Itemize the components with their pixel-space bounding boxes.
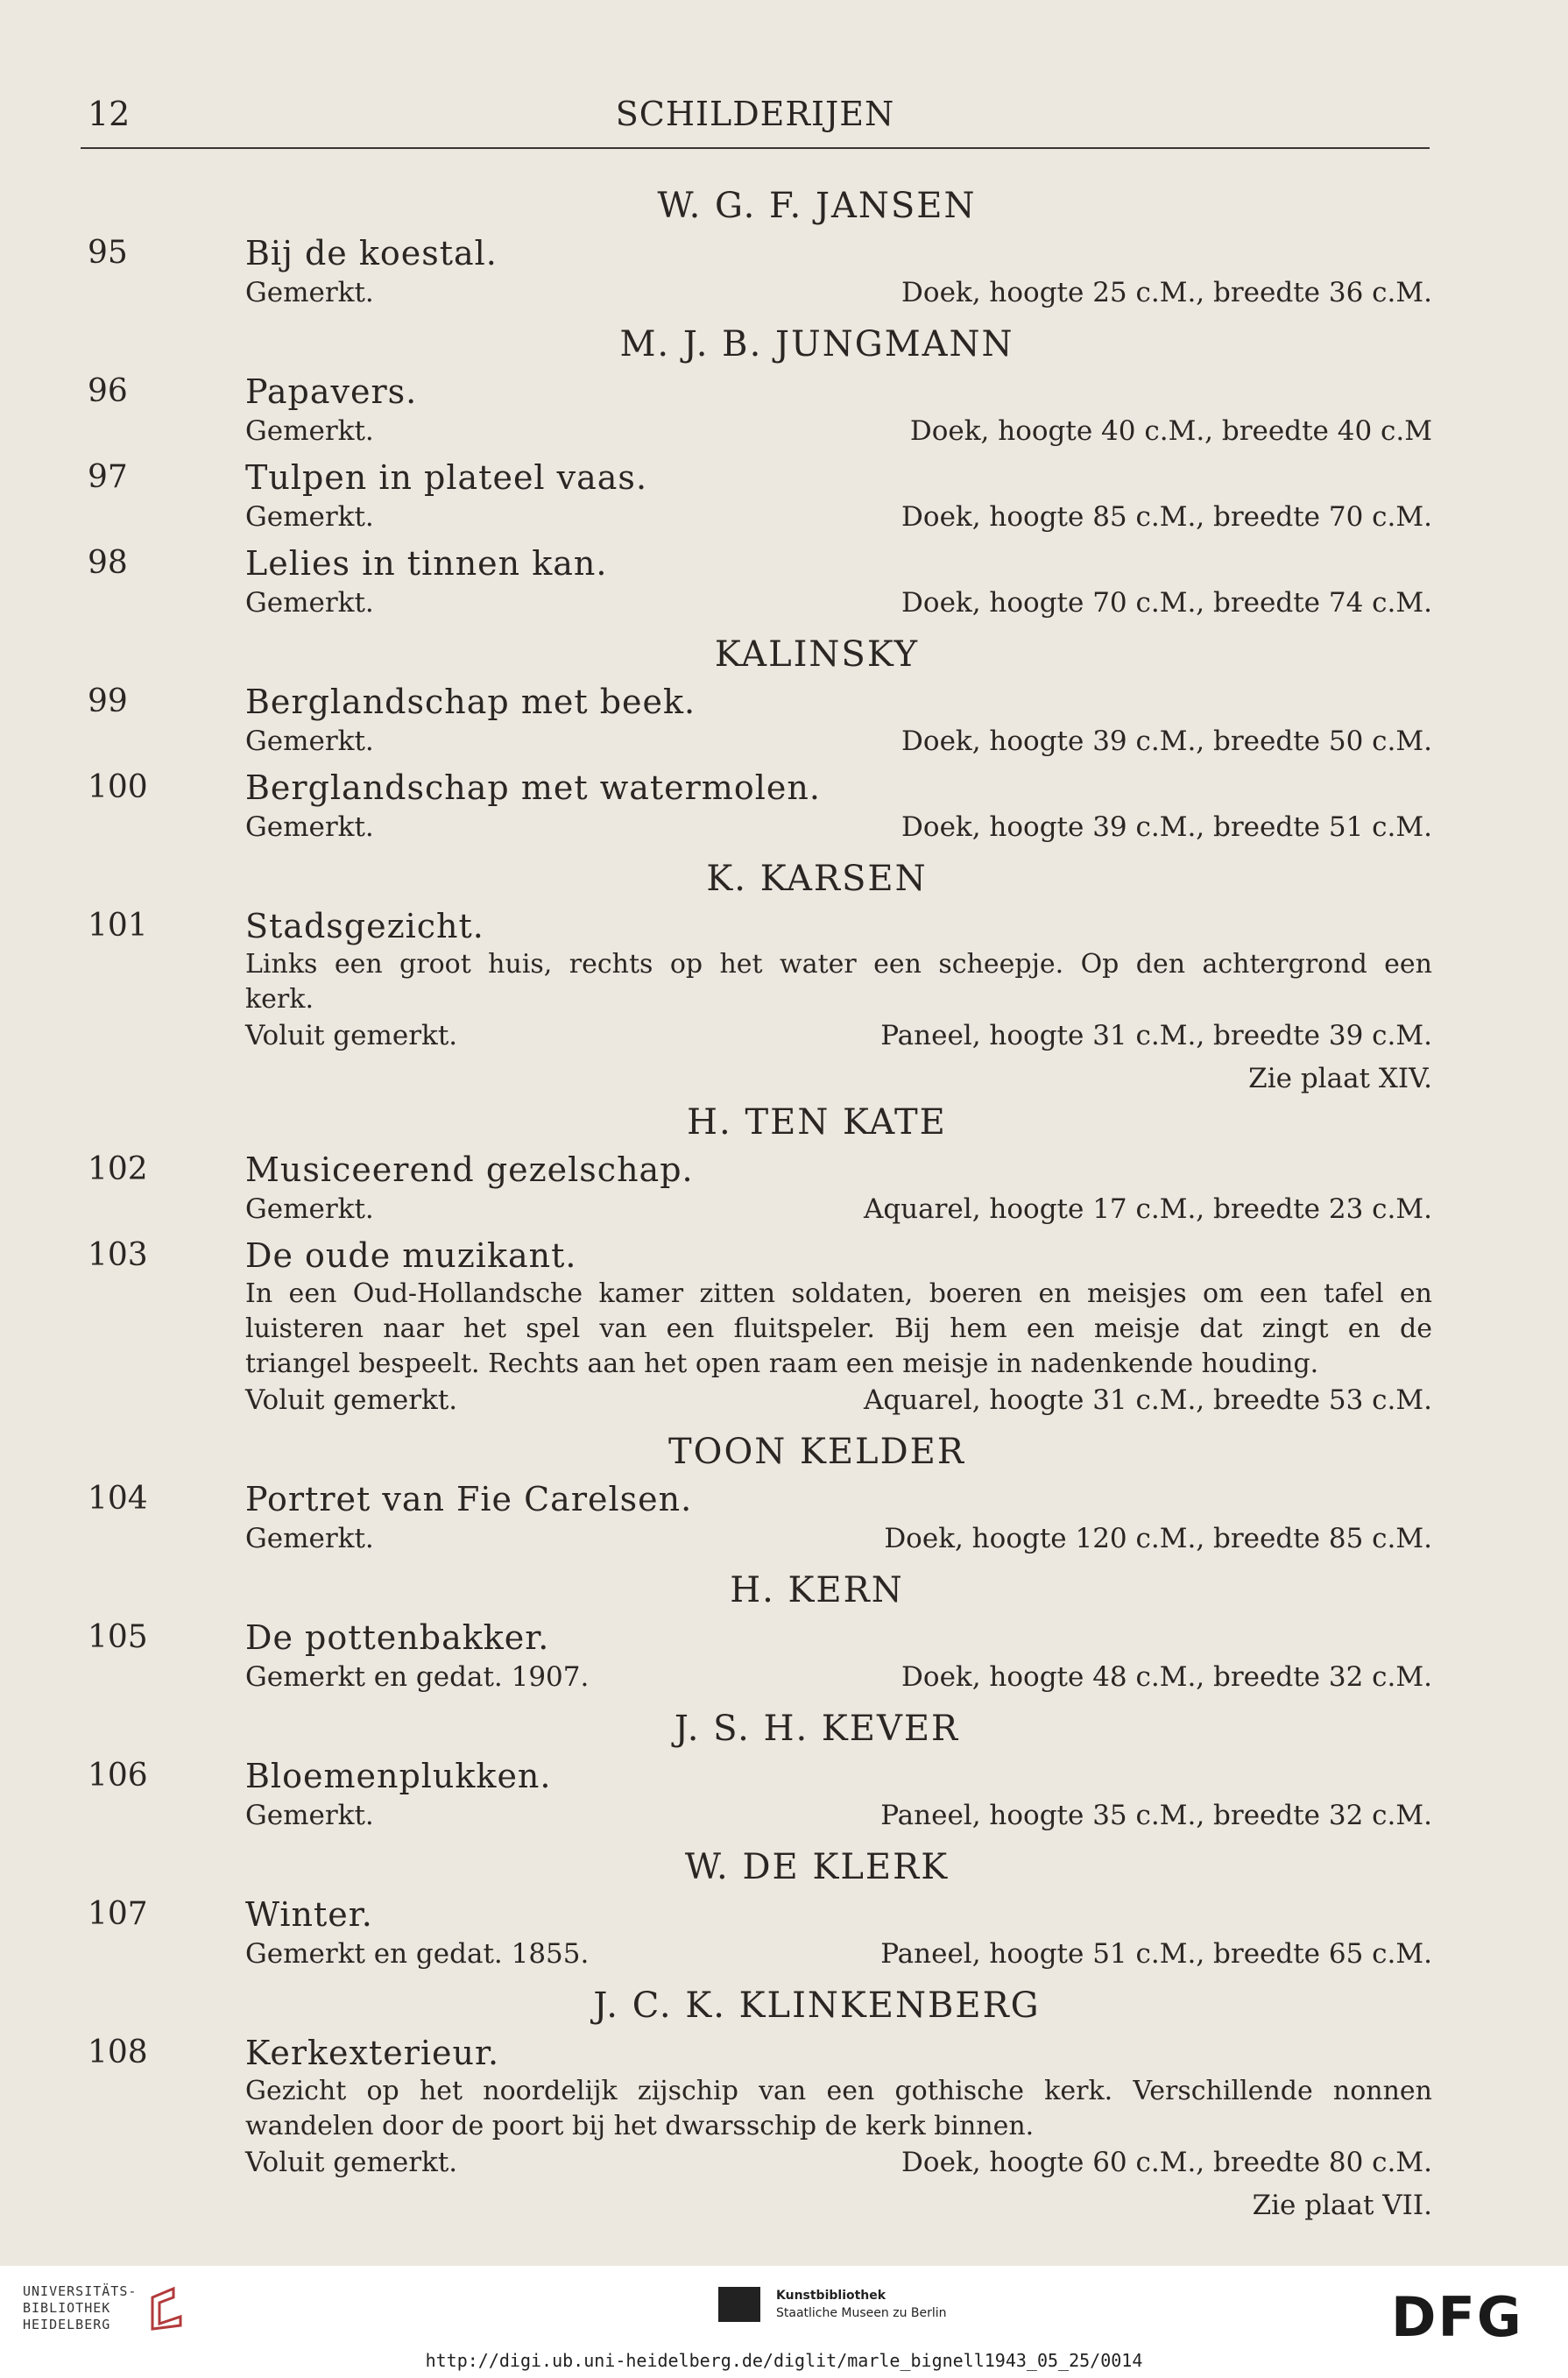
entry-description-line: Gezicht op het noordelijk zijschip van een gothische kerk. Verschillende nonnen — [245, 2076, 1432, 2106]
entry-signed: Gemerkt. — [245, 725, 374, 757]
entry-signed: Voluit gemerkt. — [245, 1384, 458, 1416]
entry-meta — [245, 1382, 1432, 1419]
entry-meta — [245, 723, 1432, 760]
catalog-entry — [0, 1617, 1568, 1695]
entry-number: 96 — [88, 373, 128, 409]
artist-heading: KALINSKY — [714, 634, 920, 675]
page-number: 12 — [88, 95, 131, 133]
entry-title: Portret van Fie Carelsen. — [245, 1480, 693, 1518]
entry-meta — [245, 809, 1432, 846]
catalog-entry — [0, 542, 1568, 621]
entry-medium-dimensions: Doek, hoogte 39 c.M., breedte 50 c.M. — [901, 725, 1432, 757]
kunstbibliothek-logo-icon[interactable] — [718, 2287, 760, 2322]
entry-description-line: kerk. — [245, 984, 314, 1015]
entry-title: Winter. — [245, 1895, 373, 1934]
entry-description-line: In een Oud-Hollandsche kamer zitten soldaten, boeren en meisjes om een tafel en — [245, 1278, 1432, 1309]
entry-medium-dimensions: Doek, hoogte 60 c.M., breedte 80 c.M. — [901, 2147, 1432, 2178]
entry-medium-dimensions: Doek, hoogte 70 c.M., breedte 74 c.M. — [901, 587, 1432, 619]
entry-number: 95 — [88, 235, 128, 271]
catalog-entry — [0, 232, 1568, 311]
entry-number: 100 — [88, 769, 148, 805]
kunstbibliothek-label: Kunstbibliothek Staatliche Museen zu Berlin — [776, 2289, 947, 2320]
entry-meta — [245, 1017, 1432, 1054]
catalog-entry — [0, 1893, 1568, 1972]
entry-meta — [245, 274, 1432, 311]
catalog-entry — [0, 1478, 1568, 1557]
artist-heading: K. KARSEN — [706, 859, 928, 899]
entry-number: 98 — [88, 545, 128, 581]
entry-signed: Gemerkt. — [245, 277, 374, 308]
artist-heading: J. C. K. KLINKENBERG — [593, 1985, 1041, 2026]
artist-heading: J. S. H. KEVER — [674, 1709, 960, 1749]
footer — [0, 2266, 1568, 2378]
university-mark-icon — [147, 2285, 186, 2334]
entry-title: Bloemenplukken. — [245, 1757, 552, 1795]
entry-number: 103 — [88, 1237, 148, 1273]
entry-number: 99 — [88, 683, 128, 719]
entry-number: 102 — [88, 1151, 148, 1187]
running-title: SCHILDERIJEN — [615, 95, 895, 133]
entry-medium-dimensions: Aquarel, hoogte 31 c.M., breedte 53 c.M. — [863, 1384, 1432, 1416]
entry-medium-dimensions: Paneel, hoogte 51 c.M., breedte 65 c.M. — [880, 1938, 1432, 1970]
entry-description-line: luisteren naar het spel van een fluitspeler. Bij hem een meisje dat zingt en de — [245, 1313, 1432, 1344]
entry-medium-dimensions: Doek, hoogte 40 c.M., breedte 40 c.M — [909, 415, 1432, 447]
catalog-entry — [0, 371, 1568, 449]
entry-title: Bij de koestal. — [245, 234, 498, 272]
entry-title: Papavers. — [245, 372, 418, 411]
dfg-logo[interactable]: DFG — [1391, 2285, 1523, 2349]
artist-heading: W. DE KLERK — [684, 1847, 950, 1887]
entry-meta — [245, 2144, 1432, 2181]
entry-meta — [245, 584, 1432, 621]
entry-number: 105 — [88, 1619, 148, 1655]
catalog-entry — [0, 767, 1568, 846]
entry-number: 101 — [88, 908, 148, 944]
entry-title: Stadsgezicht. — [245, 907, 484, 945]
entry-meta — [245, 499, 1432, 535]
entry-title: Kerkexterieur. — [245, 2034, 500, 2072]
entry-signed: Gemerkt. — [245, 587, 374, 619]
entry-number: 108 — [88, 2035, 148, 2070]
catalog-entry — [0, 1149, 1568, 1228]
entry-signed: Gemerkt. — [245, 811, 374, 843]
entry-signed: Voluit gemerkt. — [245, 2147, 458, 2178]
entry-meta — [245, 1936, 1432, 1972]
artist-heading: M. J. B. JUNGMANN — [619, 324, 1014, 364]
entry-medium-dimensions: Paneel, hoogte 31 c.M., breedte 39 c.M. — [880, 1020, 1432, 1051]
artist-heading: TOON KELDER — [667, 1432, 965, 1472]
entry-meta — [245, 413, 1432, 449]
entry-signed: Voluit gemerkt. — [245, 1020, 458, 1051]
catalog-entry — [0, 1235, 1568, 1419]
entry-meta — [245, 1191, 1432, 1228]
entry-signed: Gemerkt. — [245, 1800, 374, 1831]
catalog-entry — [0, 456, 1568, 535]
entry-meta — [245, 1520, 1432, 1557]
artist-heading: W. G. F. JANSEN — [657, 186, 977, 226]
entry-medium-dimensions: Aquarel, hoogte 17 c.M., breedte 23 c.M. — [863, 1193, 1432, 1225]
entry-title: Tulpen in plateel vaas. — [245, 458, 648, 497]
entry-medium-dimensions: Paneel, hoogte 35 c.M., breedte 32 c.M. — [880, 1800, 1432, 1831]
entry-meta — [245, 1659, 1432, 1695]
university-library-logo[interactable]: UNIVERSITÄTS- BIBLIOTHEK HEIDELBERG — [23, 2283, 138, 2332]
entry-signed: Gemerkt. — [245, 1523, 374, 1554]
entry-medium-dimensions: Doek, hoogte 39 c.M., breedte 51 c.M. — [901, 811, 1432, 843]
plate-reference: Zie plaat VII. — [1252, 2190, 1432, 2221]
entry-title: De pottenbakker. — [245, 1618, 550, 1657]
page-header — [81, 95, 1430, 149]
artist-heading: H. KERN — [730, 1570, 904, 1610]
entry-description-line: triangel bespeelt. Rechts aan het open raam een meisje in nadenkende houding. — [245, 1348, 1319, 1379]
entry-signed: Gemerkt en gedat. 1855. — [245, 1938, 590, 1970]
entry-signed: Gemerkt. — [245, 501, 374, 533]
entry-number: 97 — [88, 459, 128, 495]
entry-description-line: Links een groot huis, rechts op het water een scheepje. Op den achtergrond een — [245, 949, 1432, 980]
entry-title: Musiceerend gezelschap. — [245, 1150, 694, 1189]
entry-medium-dimensions: Doek, hoogte 25 c.M., breedte 36 c.M. — [901, 277, 1432, 308]
entry-medium-dimensions: Doek, hoogte 85 c.M., breedte 70 c.M. — [901, 501, 1432, 533]
source-url[interactable]: http://digi.ub.uni-heidelberg.de/diglit/marle_bignell1943_05_25/0014 — [425, 2350, 1143, 2371]
artist-heading: H. TEN KATE — [687, 1102, 947, 1143]
entry-signed: Gemerkt. — [245, 1193, 374, 1225]
entry-title: De oude muzikant. — [245, 1236, 577, 1275]
catalog-entry — [0, 1755, 1568, 1834]
catalog-entry — [0, 681, 1568, 760]
entry-title: Berglandschap met beek. — [245, 683, 696, 721]
entry-title: Berglandschap met watermolen. — [245, 768, 821, 807]
entry-number: 107 — [88, 1896, 148, 1932]
entry-medium-dimensions: Doek, hoogte 48 c.M., breedte 32 c.M. — [901, 1661, 1432, 1693]
entry-meta — [245, 1797, 1432, 1834]
entry-signed: Gemerkt. — [245, 415, 374, 447]
entry-title: Lelies in tinnen kan. — [245, 544, 608, 583]
plate-reference: Zie plaat XIV. — [1248, 1063, 1432, 1094]
entry-number: 104 — [88, 1481, 148, 1517]
catalog-entry — [0, 905, 1568, 1096]
entry-number: 106 — [88, 1758, 148, 1794]
catalog-entry — [0, 2032, 1568, 2223]
entry-description-line: wandelen door de poort bij het dwarsschip de kerk binnen. — [245, 2111, 1035, 2141]
entry-signed: Gemerkt en gedat. 1907. — [245, 1661, 590, 1693]
catalog-content — [0, 180, 1568, 2223]
entry-medium-dimensions: Doek, hoogte 120 c.M., breedte 85 c.M. — [884, 1523, 1432, 1554]
